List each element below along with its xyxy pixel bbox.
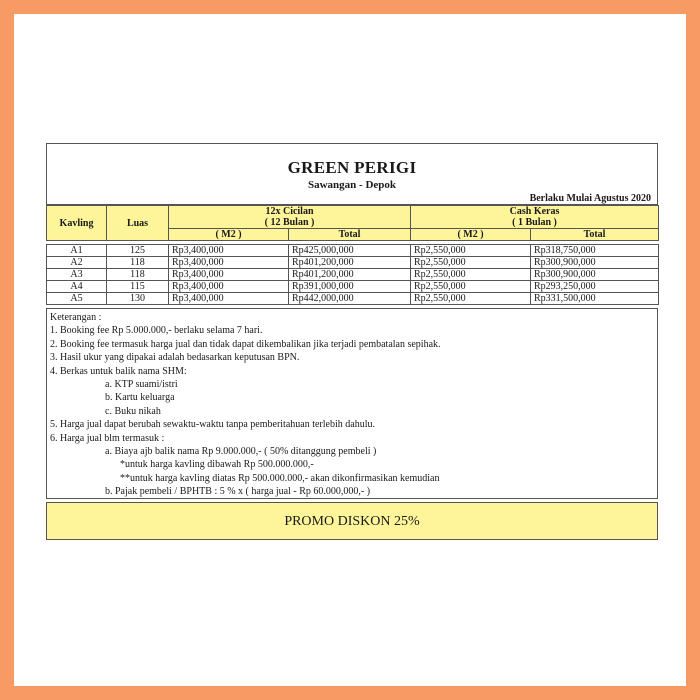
project-title: GREEN PERIGI [287, 158, 417, 177]
table-row [47, 293, 659, 305]
project-location: Sawangan - Depok [307, 179, 397, 191]
cell-kavling: A5 [47, 293, 107, 305]
sub-cicilan-total: Total [289, 229, 411, 241]
cell-cicilan-m2: Rp3,400,000 [169, 269, 289, 281]
sub-cicilan-m2: ( M2 ) [169, 229, 289, 241]
cell-cicilan-total: Rp442,000,000 [289, 293, 411, 305]
valid-from-date: Berlaku Mulai Agustus 2020 [529, 193, 651, 204]
cell-cash-m2: Rp2,550,000 [411, 293, 531, 305]
cell-luas: 115 [107, 281, 169, 293]
cell-luas: 130 [107, 293, 169, 305]
cell-luas: 118 [107, 269, 169, 281]
note-footnote: **untuk harga kavling diatas Rp 500.000.000,- akan dikonfirmasikan kemudian [120, 472, 440, 484]
cell-cicilan-m2: Rp3,400,000 [169, 293, 289, 305]
note-footnote: *untuk harga kavling dibawah Rp 500.000.000,- [120, 459, 314, 471]
cell-cash-m2: Rp2,550,000 [411, 281, 531, 293]
cell-luas: 118 [107, 257, 169, 269]
cell-cash-m2: Rp2,550,000 [411, 269, 531, 281]
col-luas: Luas [107, 206, 169, 241]
cell-cicilan-total: Rp391,000,000 [289, 281, 411, 293]
group-cash: Cash Keras [411, 206, 659, 218]
cell-kavling: A3 [47, 269, 107, 281]
cell-cicilan-m2: Rp3,400,000 [169, 257, 289, 269]
table-row [47, 257, 659, 269]
cell-cash-total: Rp300,900,000 [531, 257, 659, 269]
cell-cash-m2: Rp2,550,000 [411, 245, 531, 257]
promo-banner: PROMO DISKON 25% [46, 502, 658, 540]
cell-kavling: A2 [47, 257, 107, 269]
cell-cicilan-total: Rp425,000,000 [289, 245, 411, 257]
note-subitem: a. Biaya ajb balik nama Rp 9.000.000,- ( 50% ditanggung pembeli ) [105, 446, 377, 458]
table-row [47, 269, 659, 281]
note-item: 6. Harga jual blm termasuk : [50, 432, 165, 444]
note-subitem: a. KTP suami/istri [105, 379, 178, 391]
cell-cicilan-total: Rp401,200,000 [289, 269, 411, 281]
notes-box [46, 308, 658, 499]
cell-cash-total: Rp293,250,000 [531, 281, 659, 293]
group-cicilan-sub: ( 12 Bulan ) [169, 217, 411, 229]
note-subitem: c. Buku nikah [105, 405, 161, 417]
cell-kavling: A1 [47, 245, 107, 257]
cell-cicilan-total: Rp401,200,000 [289, 257, 411, 269]
sub-cash-m2: ( M2 ) [411, 229, 531, 241]
sheet-header [46, 143, 658, 205]
price-table-header [46, 205, 659, 241]
note-item: 2. Booking fee termasuk harga jual dan tidak dapat dikembalikan jika terjadi pembatalan sepihak. [50, 338, 441, 350]
table-row [47, 245, 659, 257]
cell-cicilan-m2: Rp3,400,000 [169, 281, 289, 293]
note-item: 1. Booking fee Rp 5.000.000,- berlaku selama 7 hari. [50, 325, 263, 337]
cell-cash-total: Rp331,500,000 [531, 293, 659, 305]
cell-cash-total: Rp300,900,000 [531, 269, 659, 281]
note-subitem: b. Kartu keluarga [105, 392, 175, 404]
group-cicilan: 12x Cicilan [169, 206, 411, 218]
col-kavling: Kavling [47, 206, 107, 241]
price-table-body [46, 244, 659, 305]
group-cash-sub: ( 1 Bulan ) [411, 217, 659, 229]
table-row [47, 281, 659, 293]
price-sheet [46, 143, 658, 540]
cell-cicilan-m2: Rp3,400,000 [169, 245, 289, 257]
note-item: 4. Berkas untuk balik nama SHM: [50, 365, 187, 377]
sub-cash-total: Total [531, 229, 659, 241]
note-item: 5. Harga jual dapat berubah sewaktu-waktu tanpa pemberitahuan terlebih dahulu. [50, 419, 375, 431]
note-item: 3. Hasil ukur yang dipakai adalah bedasarkan keputusan BPN. [50, 352, 300, 364]
notes-heading: Keterangan : [50, 312, 102, 323]
cell-cash-m2: Rp2,550,000 [411, 257, 531, 269]
cell-kavling: A4 [47, 281, 107, 293]
cell-luas: 125 [107, 245, 169, 257]
note-subitem: b. Pajak pembeli / BPHTB : 5 % x ( harga jual - Rp 60.000,000,- ) [105, 486, 371, 498]
cell-cash-total: Rp318,750,000 [531, 245, 659, 257]
